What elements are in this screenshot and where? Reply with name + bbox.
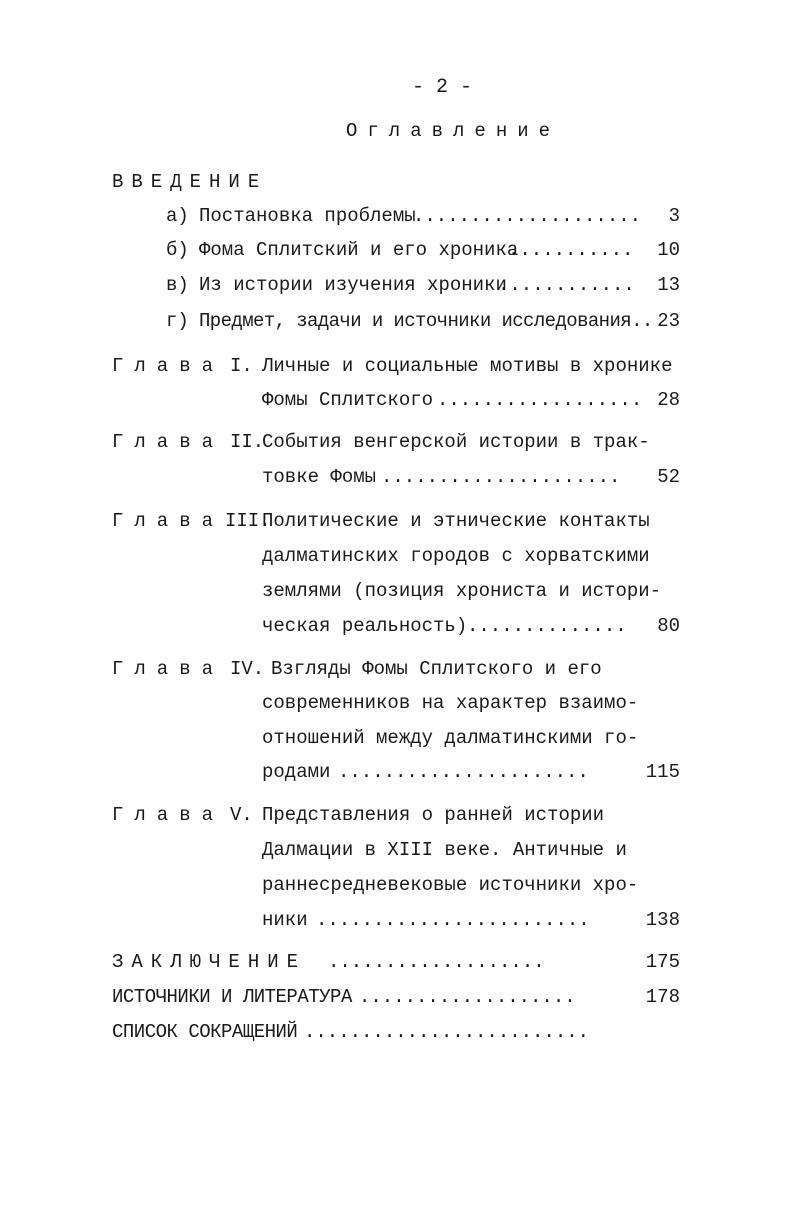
chapter-title-line: отношений между далматинскими го- bbox=[262, 727, 639, 749]
entry-title: Фома Сплитский и его хроника bbox=[199, 239, 519, 261]
chapter-label: Глава bbox=[112, 804, 225, 826]
entry-page: 13 bbox=[657, 274, 680, 296]
chapter-label: Глава bbox=[112, 510, 225, 532]
entry-title: Постановка проблемы bbox=[199, 205, 416, 227]
abbreviations-heading: СПИСОК СОКРАЩЕНИЙ bbox=[112, 1021, 298, 1043]
chapter-title-line: Фомы Сплитского bbox=[262, 389, 434, 411]
entry-title: Из истории изучения хроники bbox=[199, 274, 507, 296]
entry-leader: .............. bbox=[467, 615, 627, 637]
entry-page: 28 bbox=[657, 389, 680, 411]
entry-page: 138 bbox=[645, 909, 680, 931]
entry-leader: ...................... bbox=[338, 761, 589, 783]
entry-leader: ......................... bbox=[304, 1021, 590, 1043]
chapter-title-line: Далмации в XIII веке. Античные и bbox=[262, 839, 627, 861]
page-title: Оглавление bbox=[346, 120, 561, 142]
chapter-title-line: далматинских городов с хорватскими bbox=[262, 545, 650, 567]
chapter-number: V. bbox=[230, 804, 253, 826]
entry-page: 80 bbox=[657, 615, 680, 637]
entry-leader: ........... bbox=[508, 239, 634, 261]
entry-page: 23 bbox=[657, 310, 680, 332]
chapter-title-line: современников на характер взаимо- bbox=[262, 692, 639, 714]
intro-heading: ВВЕДЕНИЕ bbox=[112, 171, 268, 193]
chapter-title-line: родами bbox=[262, 761, 331, 783]
entry-leader: ............ bbox=[498, 274, 635, 296]
chapter-title-line: товке Фомы bbox=[262, 466, 377, 488]
chapter-label: Глава bbox=[112, 431, 225, 453]
chapter-title-line: Личные и социальные мотивы в хронике bbox=[262, 355, 673, 377]
entry-page: 175 bbox=[645, 951, 680, 973]
chapter-title-line: События венгерской истории в трак- bbox=[262, 431, 650, 453]
entry-leader: .................... bbox=[413, 205, 642, 227]
sources-heading: ИСТОЧНИКИ И ЛИТЕРАТУРА bbox=[112, 986, 352, 1008]
chapter-label: Глава bbox=[112, 355, 225, 377]
conclusion-heading: ЗАКЛЮЧЕНИЕ bbox=[112, 951, 307, 973]
entry-leader: .................. bbox=[437, 389, 643, 411]
chapter-title-line: Взгляды Фомы Сплитского и его bbox=[271, 658, 602, 680]
chapter-number: II. bbox=[230, 431, 265, 453]
chapter-title-line: раннесредневековые источники хро- bbox=[262, 874, 639, 896]
chapter-title-line: Представления о ранней истории bbox=[262, 804, 605, 826]
entry-title: Предмет, задачи и источники исследования.. bbox=[199, 310, 653, 332]
chapter-title-line: Политические и этнические контакты bbox=[262, 510, 650, 532]
entry-marker: б) bbox=[166, 239, 189, 261]
chapter-title-line: ческая реальность) bbox=[262, 615, 468, 637]
page-number: - 2 - bbox=[412, 76, 473, 99]
entry-page: 10 bbox=[657, 239, 680, 261]
entry-marker: в) bbox=[166, 274, 189, 296]
entry-page: 3 bbox=[668, 205, 680, 227]
chapter-number: I. bbox=[230, 355, 253, 377]
chapter-number: IV. bbox=[230, 658, 265, 680]
entry-page: 115 bbox=[645, 761, 680, 783]
chapter-number: III. bbox=[225, 510, 271, 532]
entry-leader: ..................... bbox=[381, 466, 621, 488]
entry-page: 52 bbox=[657, 466, 680, 488]
entry-marker: а) bbox=[166, 205, 189, 227]
entry-leader: ................... bbox=[359, 986, 576, 1008]
chapter-title-line: землями (позиция хрониста и истори- bbox=[262, 580, 662, 602]
entry-marker: г) bbox=[166, 310, 189, 332]
entry-page: 178 bbox=[645, 986, 680, 1008]
chapter-title-line: ники bbox=[262, 909, 308, 931]
chapter-label: Глава bbox=[112, 658, 225, 680]
entry-leader: ........................ bbox=[316, 909, 590, 931]
entry-leader: ................... bbox=[328, 951, 545, 973]
